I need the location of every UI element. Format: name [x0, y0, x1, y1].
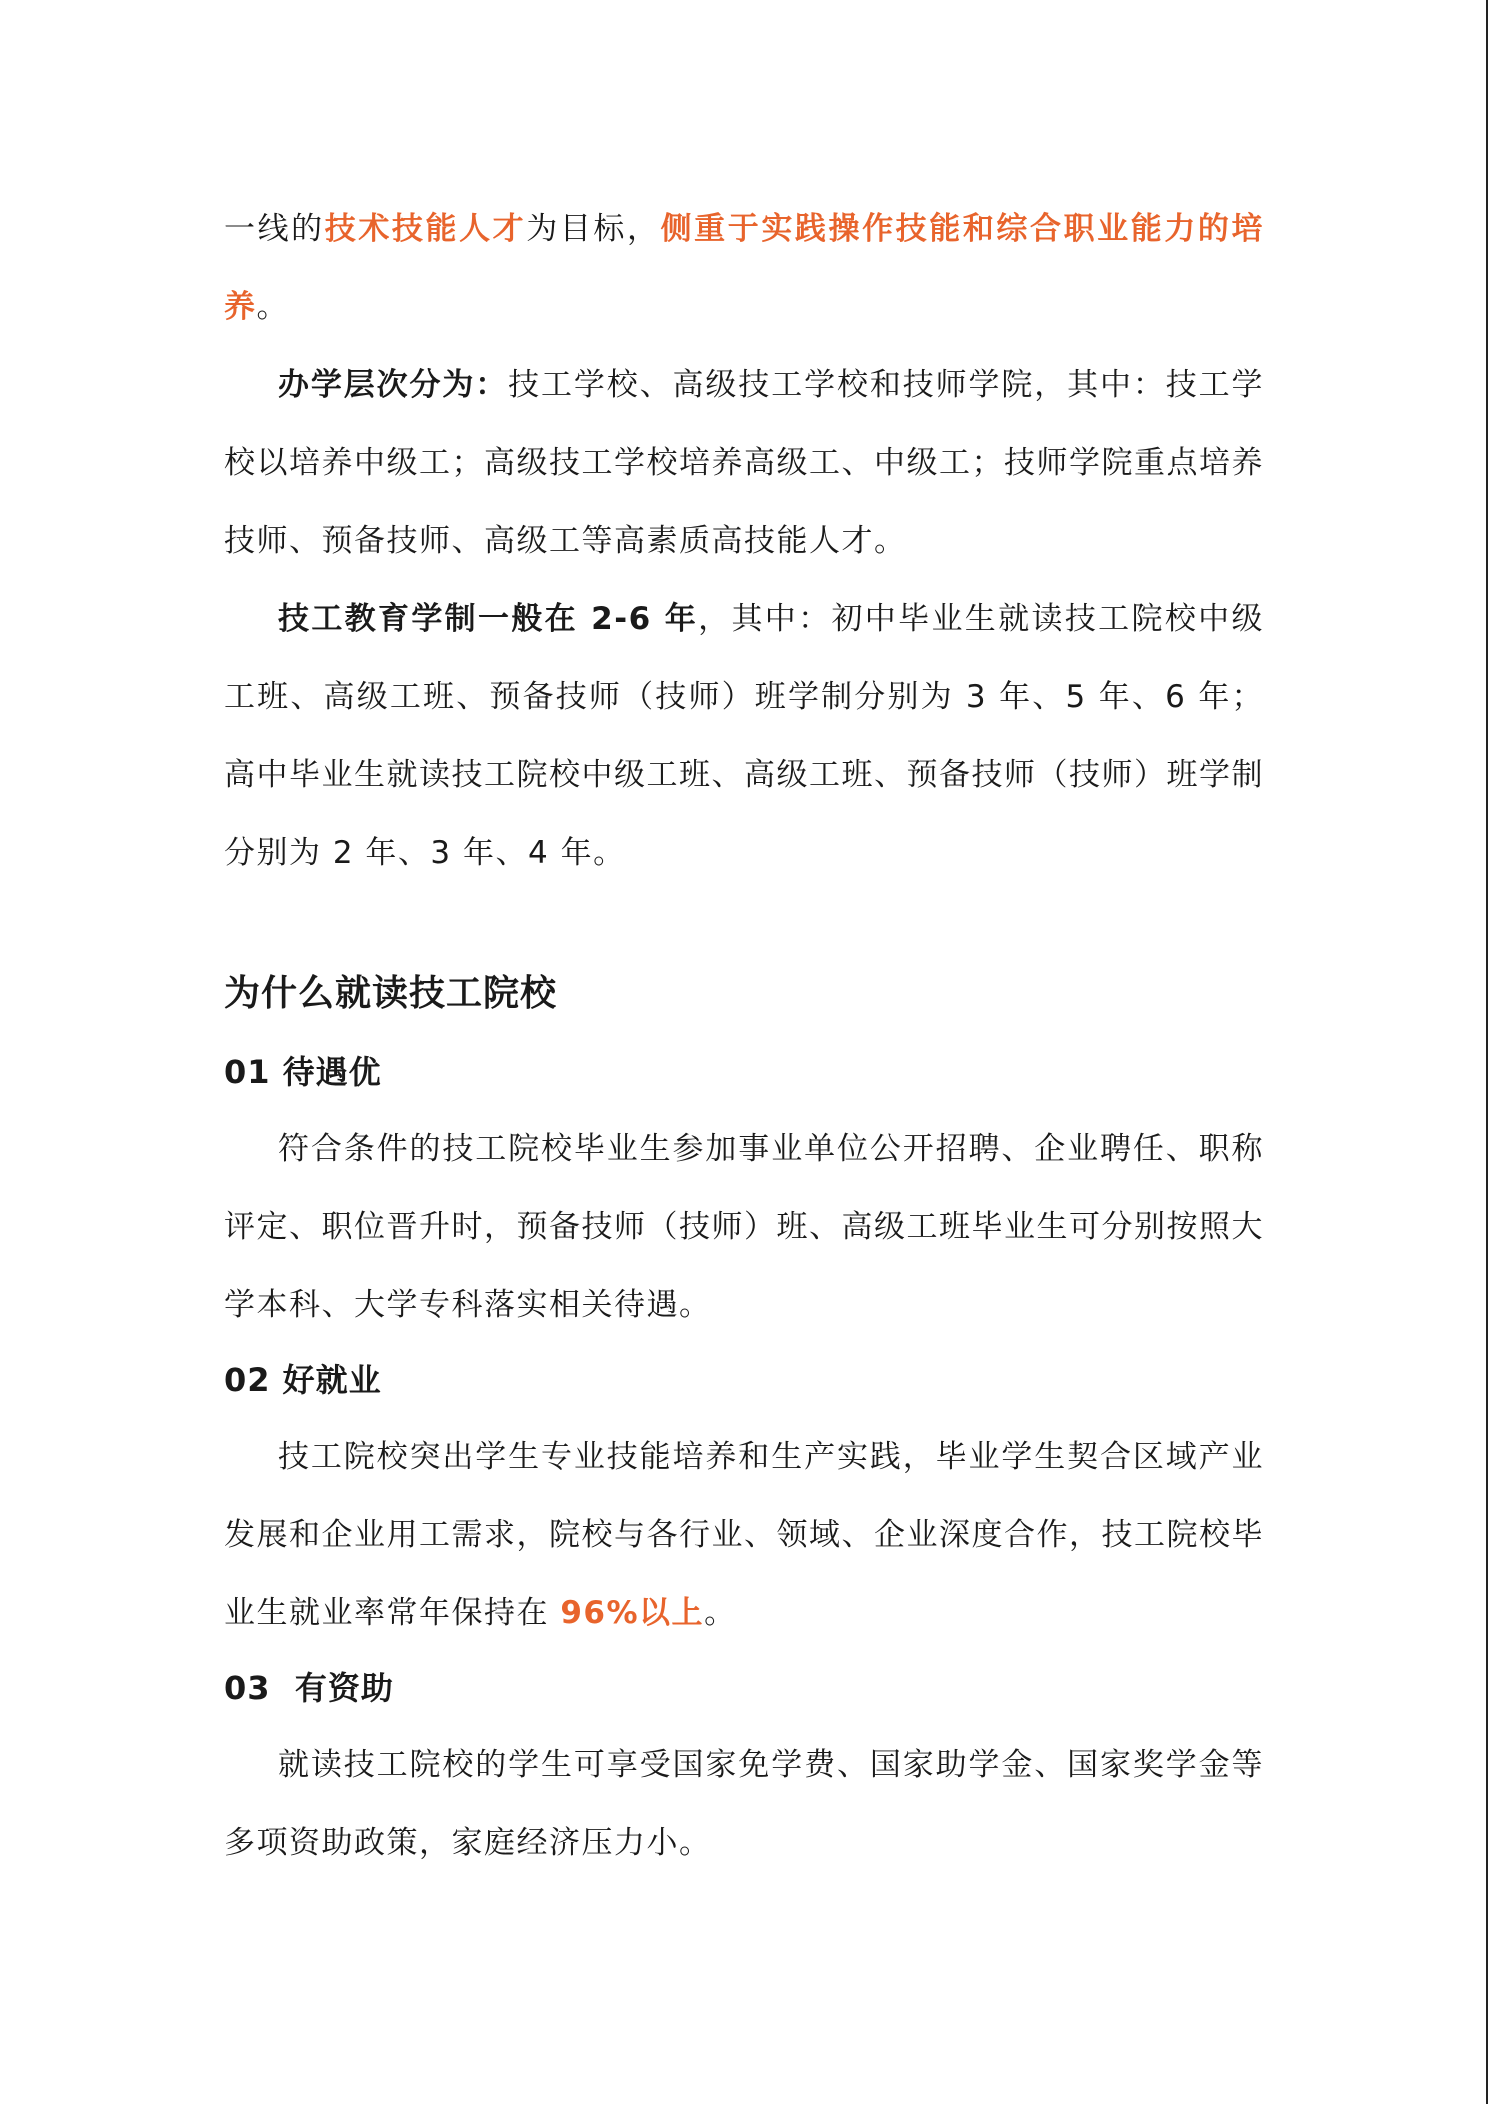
benefit-heading-pay: 01 待遇优: [224, 1053, 382, 1091]
benefit-text-pay: 符合条件的技工院校毕业生参加事业单位公开招聘、企业聘任、职称评定、职位晋升时，预备技师（技师）班、高级工班毕业生可分别按照大学本科、大学专科落实相关待遇。: [224, 1131, 1264, 1323]
highlight-talent: 技术技能人才: [324, 211, 527, 247]
intro-paragraph: [224, 190, 1264, 346]
document-body: [224, 190, 1264, 1882]
duration-label: 技工教育学制一般在 2-6 年: [278, 601, 699, 637]
why-section-title: 为什么就读技工院校: [224, 973, 558, 1014]
benefit-heading-employment: 02 好就业: [224, 1361, 382, 1399]
intro-middle: 为目标，: [526, 211, 661, 247]
duration-text: ，其中：初中毕业生就读技工院校中级工班、高级工班、预备技师（技师）班学制分别为 3 年、5 年、6 年；高中毕业生就读技工院校中级工班、高级工班、预备技师（技师）班学制分别为 2 年、3 年、4 年。: [224, 601, 1264, 871]
employment-text-before: 技工院校突出学生专业技能培养和生产实践，毕业学生契合区域产业发展和企业用工需求，院校与各行业、领域、企业深度合作，技工院校毕业生就业率常年保持在: [224, 1439, 1264, 1631]
benefit-heading-aid: 03 有资助: [224, 1669, 394, 1707]
intro-prefix: 一线的: [224, 211, 325, 247]
employment-rate-highlight: 96%以上: [560, 1595, 705, 1631]
benefit-text-employment: [224, 1418, 1264, 1652]
benefit-text-aid: 就读技工院校的学生可享受国家免学费、国家助学金、国家奖学金等多项资助政策，家庭经济压力小。: [224, 1747, 1264, 1861]
highlight-focus: 侧重于实践操作技能和综合职业能力的培养: [224, 211, 1265, 325]
levels-label: 办学层次分为：: [278, 367, 509, 403]
levels-paragraph: [224, 346, 1264, 580]
intro-end: 。: [256, 289, 289, 325]
employment-text-after: 。: [704, 1595, 737, 1631]
levels-text: 技工学校、高级技工学校和技师学院，其中：技工学校以培养中级工；高级技工学校培养高级工、中级工；技师学院重点培养技师、预备技师、高级工等高素质高技能人才。: [224, 367, 1264, 559]
duration-paragraph: [224, 580, 1264, 892]
